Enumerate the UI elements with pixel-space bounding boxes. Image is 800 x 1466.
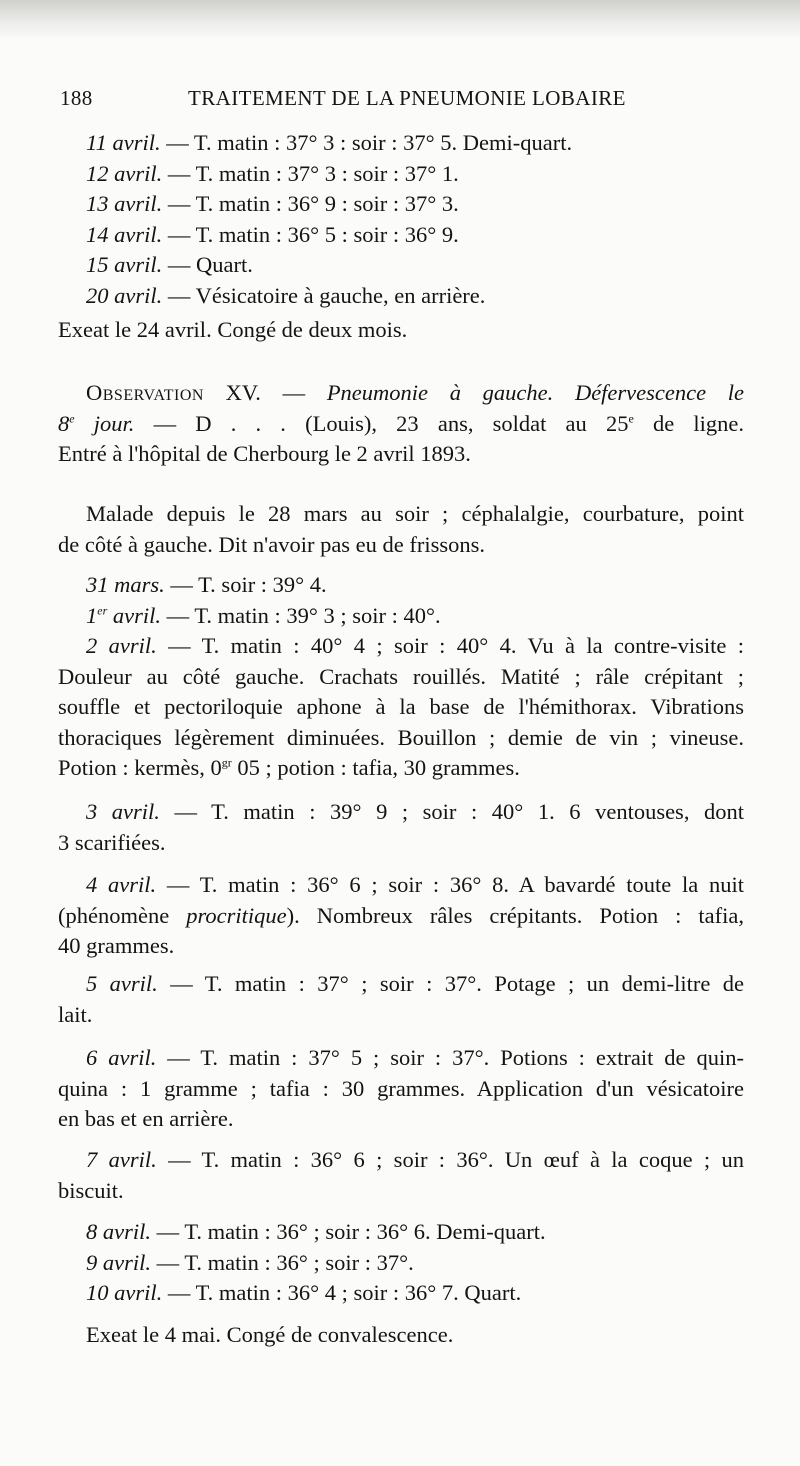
entry-date: 3 avril.: [86, 799, 160, 824]
entry-text: — T. matin : 36° 6 ; soir : 36°. Un œuf à la coque ; un: [168, 1147, 745, 1172]
gram-suffix: gr: [221, 755, 232, 770]
entry-6-avril-line-3: en bas et en arrière.: [58, 1106, 234, 1131]
running-title: TRAITEMENT DE LA PNEUMONIE LOBAIRE: [188, 86, 626, 110]
entry-1-avril: [58, 601, 744, 632]
entry-3-avril: [58, 797, 744, 828]
entry-date: 13 avril.: [86, 191, 163, 216]
entry-date: 7 avril.: [86, 1147, 157, 1172]
entry-31-mars: [58, 570, 744, 601]
entry-date: 11 avril.: [86, 130, 161, 155]
entry-4-avril: [58, 870, 744, 901]
entry-text: — Vésicatoire à gauche, en arrière.: [167, 282, 486, 308]
entry-13-avril: [58, 189, 744, 220]
observation-dash: —: [282, 380, 306, 405]
observation-line-2: [58, 409, 744, 440]
entry-5-avril: [58, 969, 744, 1000]
entry-text: — T. matin : 36° 6 ; soir : 36° 8. A bavardé toute la nuit: [166, 872, 745, 897]
entry-date: 12 avril.: [86, 160, 163, 186]
entry-date: 9 avril.: [86, 1249, 151, 1275]
entry-text: — T. matin : 36° ; soir : 36° 6. Demi-quart.: [156, 1219, 546, 1244]
entry-text: — T. matin : 37° 3 : soir : 37° 1.: [167, 160, 459, 186]
entry-2-avril-line-5: [58, 753, 744, 784]
entry-8-avril: [58, 1217, 744, 1248]
exeat-first: [58, 315, 744, 346]
observation-title: Pneumonie à gauche. Défervescence le: [326, 380, 745, 405]
entry-date: 14 avril.: [86, 221, 163, 247]
entry-text: — T. soir : 39° 4.: [170, 572, 327, 597]
history-line-1: Malade depuis le 28 mars au soir ; céphalalgie, courbature, point: [86, 501, 744, 526]
potion-text-end: 05 ; potion : tafia, 30 grammes.: [231, 755, 520, 780]
entry-14-avril: [58, 220, 744, 251]
entry-text: — T. matin : 36° 5 : soir : 36° 9.: [167, 221, 459, 247]
observation-label: Observation: [86, 380, 204, 405]
entry-6-avril-block: [58, 1043, 744, 1135]
phenomene-text-end: ). Nombreux râles crépitants. Potion : tafia,: [286, 902, 744, 928]
entry-date: 2 avril.: [86, 633, 157, 658]
entry-5-avril-line-2: lait.: [58, 1001, 93, 1027]
entry-6-avril: [58, 1043, 744, 1074]
observation-line-3: Entré à l'hôpital de Cherbourg le 2 avril 1893.: [58, 441, 471, 466]
entry-date: [86, 603, 161, 628]
entry-date: 20 avril.: [86, 282, 163, 308]
exeat-second: [58, 1320, 744, 1351]
date-number: 1: [86, 602, 98, 628]
entry-text: — T. matin : 36° 4 ; soir : 36° 7. Quart.: [167, 1280, 522, 1305]
entry-12-avril: [58, 159, 744, 190]
entry-text: — T. matin : 39° 9 ; soir : 40° 1. 6 ventouses, dont: [174, 799, 745, 824]
entry-2-avril-line-3: souffle et pectoriloquie aphone à la base de l'hémithorax. Vibrations: [58, 694, 744, 719]
entry-9-avril: [58, 1248, 744, 1279]
phenomene-text: (phénomène: [58, 902, 187, 928]
page-top-shadow: [0, 0, 800, 40]
observation-number: XV.: [225, 380, 261, 405]
entry-text: — T. matin : 39° 3 ; soir : 40°.: [166, 602, 441, 628]
observation-day: [58, 411, 134, 436]
entry-2-avril: [58, 631, 744, 662]
entry-text: — Quart.: [167, 252, 253, 277]
entry-text: — T. matin : 37° ; soir : 37°. Potage ; un demi-litre de: [170, 971, 744, 996]
entry-text: — T. matin : 36° 9 : soir : 37° 3.: [167, 191, 459, 216]
entries-bottom: [58, 1217, 744, 1309]
entry-4-avril-line-3: 40 grammes.: [58, 933, 175, 958]
entry-date: 4 avril.: [86, 872, 157, 897]
date-word: avril.: [112, 602, 161, 628]
entry-10-avril: [58, 1278, 744, 1309]
entry-11-avril: [58, 128, 744, 159]
page-number: 188: [60, 86, 93, 110]
history-line-2: de côté à gauche. Dit n'avoir pas eu de frissons.: [58, 531, 486, 557]
day-word: jour.: [93, 410, 135, 436]
entry-text: — T. matin : 37° 5 ; soir : 37°. Potions : extrait de quin-: [167, 1045, 744, 1070]
entry-5-avril-block: [58, 969, 744, 1030]
entries-top: [58, 128, 744, 311]
entry-2-avril-line-4: thoraciques légèrement diminuées. Bouillon ; demie de vin ; vineuse.: [58, 724, 744, 750]
patient-suffix: e: [628, 411, 634, 425]
entry-date: 6 avril.: [86, 1045, 157, 1070]
entry-text: — T. matin : 40° 4 ; soir : 40° 4. Vu à la contre-visite :: [168, 633, 744, 658]
entry-3-avril-line-2: 3 scarifiées.: [58, 829, 166, 855]
entry-7-avril-block: [58, 1145, 744, 1206]
entries-early: [58, 570, 744, 784]
entry-date: 31 mars.: [86, 572, 165, 597]
entry-7-avril-line-2: biscuit.: [58, 1177, 124, 1203]
entry-text: — T. matin : 37° 3 : soir : 37° 5. Demi-quart.: [166, 130, 573, 155]
page-header: [60, 84, 740, 118]
exeat-line: Exeat le 24 avril. Congé de deux mois.: [58, 317, 408, 342]
entry-text: — T. matin : 36° ; soir : 37°.: [156, 1249, 414, 1275]
entry-4-avril-block: [58, 870, 744, 962]
patient-end: de ligne.: [652, 410, 745, 436]
date-suffix: er: [97, 603, 108, 617]
procritique-word: procritique: [186, 902, 287, 928]
patient-text: — D . . . (Louis), 23 ans, soldat au 25: [153, 410, 629, 436]
entry-date: 15 avril.: [86, 252, 163, 277]
entry-2-avril-line-2: Douleur au côté gauche. Crachats rouillés. Matité ; râle crépitant ;: [58, 663, 744, 689]
observation-heading: [58, 378, 744, 470]
entry-date: 10 avril.: [86, 1280, 163, 1305]
entry-7-avril: [58, 1145, 744, 1176]
history-paragraph: [58, 499, 744, 560]
entry-15-avril: [58, 250, 744, 281]
day-suffix: e: [69, 411, 75, 425]
observation-line-1: [58, 378, 744, 409]
entry-date: 5 avril.: [86, 971, 158, 996]
entry-6-avril-line-2: quina : 1 gramme ; tafia : 30 grammes. Application d'un vésicatoire: [58, 1075, 744, 1101]
entry-20-avril: [58, 281, 744, 312]
day-number: 8: [58, 410, 70, 436]
potion-text: Potion : kermès, 0: [58, 755, 222, 780]
entry-4-avril-line-2: [58, 901, 744, 932]
entry-3-avril-block: [58, 797, 744, 858]
entry-date: 8 avril.: [86, 1219, 151, 1244]
observation-patient: [154, 411, 744, 436]
exeat-line: Exeat le 4 mai. Congé de convalescence.: [86, 1322, 454, 1347]
